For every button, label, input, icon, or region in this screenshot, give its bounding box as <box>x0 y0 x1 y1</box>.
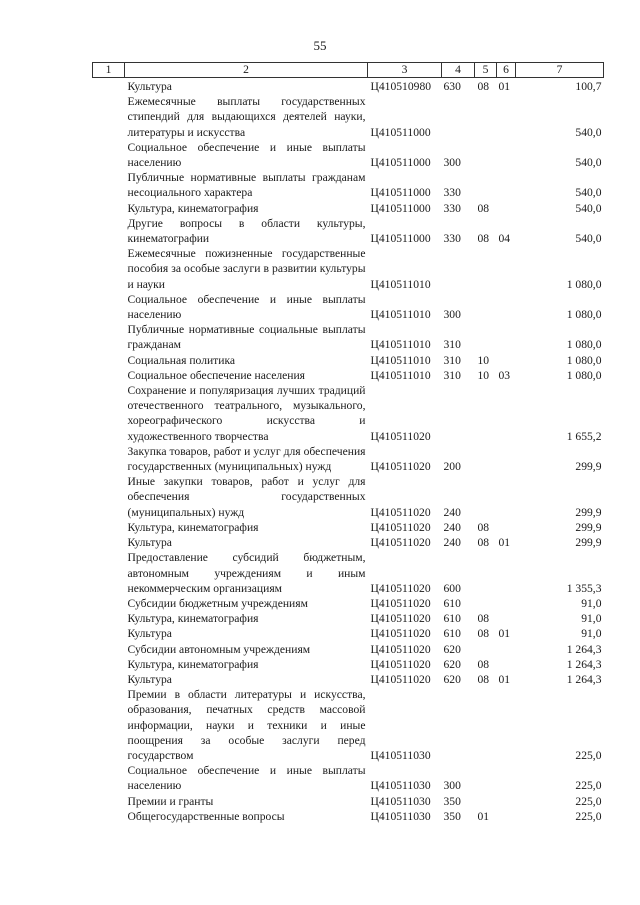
table-row <box>93 383 604 444</box>
table-row <box>93 78 604 95</box>
row-expense-type-cell: 330 <box>443 232 461 246</box>
row-amount-cell: 540,0 <box>575 201 602 215</box>
row-subsection-cell <box>497 611 516 626</box>
row-empty-cell <box>93 657 125 672</box>
row-section-cell <box>475 794 497 809</box>
row-expense-type-cell: 620 <box>443 657 461 671</box>
row-expense-type-cell <box>442 383 475 444</box>
row-expense-type-cell: 300 <box>443 779 461 793</box>
row-section-cell <box>475 763 497 793</box>
row-name-cell: Социальное обеспечение населения <box>127 368 306 382</box>
row-expense-type-cell <box>442 687 475 763</box>
table-row <box>93 611 604 626</box>
header-col-7: 7 <box>516 63 604 78</box>
row-expense-type-cell: 350 <box>443 809 461 823</box>
row-code-cell: Ц410511010 <box>370 368 431 382</box>
row-section-cell <box>475 444 497 474</box>
table-body <box>93 78 604 824</box>
row-empty-cell <box>93 444 125 474</box>
table-row <box>93 520 604 535</box>
row-subsection-cell <box>497 444 516 474</box>
row-subsection-cell <box>497 292 516 322</box>
row-empty-cell <box>93 550 125 596</box>
row-name-cell: Субсидии бюджетным учреждениям <box>127 596 308 610</box>
table-row <box>93 687 604 763</box>
row-subsection-cell <box>497 170 516 200</box>
table-row <box>93 672 604 687</box>
row-code-cell: Ц410511030 <box>370 748 431 762</box>
table-row <box>93 201 604 216</box>
row-name-cell: Публичные нормативные выплаты гражданам несоциального характера <box>127 171 366 200</box>
row-code-cell: Ц410511020 <box>370 429 431 443</box>
row-code-cell: Ц410511020 <box>370 642 431 656</box>
row-name-cell: Закупка товаров, работ и услуг для обеспечения государственных (муниципальных) нужд <box>127 444 366 474</box>
row-section-cell: 08 <box>477 232 490 246</box>
row-section-cell <box>475 140 497 170</box>
row-section-cell: 08 <box>477 672 490 686</box>
table-row <box>93 368 604 383</box>
row-empty-cell <box>93 353 125 368</box>
row-code-cell: Ц410511000 <box>370 156 431 170</box>
header-col-5: 5 <box>475 63 497 78</box>
row-code-cell: Ц410511020 <box>370 672 431 686</box>
row-expense-type-cell: 330 <box>443 201 461 215</box>
row-subsection-cell: 04 <box>498 232 511 246</box>
row-code-cell: Ц410511020 <box>370 460 431 474</box>
row-name-cell: Культура <box>127 80 172 93</box>
row-section-cell <box>475 550 497 596</box>
row-section-cell <box>475 383 497 444</box>
row-section-cell: 01 <box>477 809 490 823</box>
header-col-4: 4 <box>442 63 475 78</box>
row-code-cell: Ц410511000 <box>370 232 431 246</box>
row-section-cell <box>475 292 497 322</box>
row-code-cell: Ц410511020 <box>370 536 431 550</box>
row-name-cell: Сохранение и популяризация лучших традиций отечественного театрального, музыкального, хореографического искусства и художественного творчества <box>127 384 366 443</box>
row-subsection-cell <box>497 550 516 596</box>
row-subsection-cell <box>497 246 516 292</box>
row-empty-cell <box>93 140 125 170</box>
row-subsection-cell: 01 <box>498 80 511 93</box>
row-subsection-cell <box>497 794 516 809</box>
header-col-2: 2 <box>125 63 368 78</box>
row-amount-cell: 1 264,3 <box>566 657 602 671</box>
row-amount-cell: 225,0 <box>575 794 602 808</box>
row-empty-cell <box>93 535 125 550</box>
row-code-cell: Ц410511000 <box>370 125 431 139</box>
row-subsection-cell: 01 <box>498 627 511 641</box>
table-row <box>93 353 604 368</box>
row-name-cell: Ежемесячные выплаты государственных стипендий для выдающихся деятелей науки, литературы и искусства <box>127 95 366 139</box>
row-subsection-cell <box>497 596 516 611</box>
row-section-cell <box>475 642 497 657</box>
table-row <box>93 474 604 520</box>
row-expense-type-cell: 620 <box>443 672 461 686</box>
row-name-cell: Публичные нормативные социальные выплаты гражданам <box>127 323 366 352</box>
row-expense-type-cell: 350 <box>443 794 461 808</box>
row-name-cell: Субсидии автономным учреждениям <box>127 642 311 656</box>
row-code-cell: Ц410511030 <box>370 794 431 808</box>
table-row <box>93 626 604 641</box>
table-row <box>93 444 604 474</box>
row-name-cell: Социальное обеспечение и иные выплаты населению <box>127 140 366 170</box>
table-row <box>93 809 604 824</box>
row-name-cell: Социальная политика <box>127 353 236 367</box>
row-subsection-cell <box>497 201 516 216</box>
row-code-cell: Ц410511020 <box>370 596 431 610</box>
row-empty-cell <box>93 763 125 793</box>
row-section-cell <box>475 94 497 140</box>
row-name-cell: Другие вопросы в области культуры, кинематографии <box>127 216 366 246</box>
row-section-cell <box>475 687 497 763</box>
row-code-cell: Ц410511010 <box>370 308 431 322</box>
row-section-cell: 08 <box>477 627 490 641</box>
table-row <box>93 535 604 550</box>
table-row <box>93 642 604 657</box>
row-amount-cell: 100,7 <box>575 80 602 93</box>
row-expense-type-cell <box>442 246 475 292</box>
row-amount-cell: 1 655,2 <box>566 429 602 443</box>
row-code-cell: Ц410511010 <box>370 338 431 352</box>
row-name-cell: Культура, кинематография <box>127 201 259 215</box>
row-amount-cell: 299,9 <box>575 536 602 550</box>
table-header-row <box>93 63 604 78</box>
row-expense-type-cell: 300 <box>443 308 461 322</box>
row-empty-cell <box>93 794 125 809</box>
row-name-cell: Культура, кинематография <box>127 520 259 534</box>
row-expense-type-cell: 310 <box>443 353 461 367</box>
table-row <box>93 246 604 292</box>
row-expense-type-cell: 240 <box>443 536 461 550</box>
row-code-cell: Ц410511020 <box>370 627 431 641</box>
row-section-cell: 10 <box>477 353 490 367</box>
row-section-cell <box>475 170 497 200</box>
row-subsection-cell: 01 <box>498 672 511 686</box>
row-subsection-cell <box>497 383 516 444</box>
row-expense-type-cell: 610 <box>443 596 461 610</box>
row-amount-cell: 540,0 <box>575 186 602 200</box>
row-section-cell: 08 <box>477 201 490 215</box>
row-subsection-cell <box>497 140 516 170</box>
row-subsection-cell <box>497 642 516 657</box>
row-empty-cell <box>93 672 125 687</box>
row-name-cell: Премии и гранты <box>127 794 214 808</box>
table-row <box>93 94 604 140</box>
table-row <box>93 657 604 672</box>
row-empty-cell <box>93 474 125 520</box>
row-expense-type-cell: 600 <box>443 581 461 595</box>
row-empty-cell <box>93 611 125 626</box>
row-empty-cell <box>93 642 125 657</box>
row-subsection-cell <box>497 657 516 672</box>
row-empty-cell <box>93 626 125 641</box>
row-name-cell: Социальное обеспечение и иные выплаты населению <box>127 292 366 322</box>
row-name-cell: Общегосударственные вопросы <box>127 809 285 823</box>
row-expense-type-cell: 610 <box>443 627 461 641</box>
row-amount-cell: 1 080,0 <box>566 368 602 382</box>
row-amount-cell: 1 355,3 <box>566 581 602 595</box>
row-empty-cell <box>93 322 125 352</box>
row-expense-type-cell: 200 <box>443 460 461 474</box>
row-subsection-cell <box>497 353 516 368</box>
row-amount-cell: 225,0 <box>575 748 602 762</box>
row-amount-cell: 225,0 <box>575 809 602 823</box>
row-amount-cell: 1 264,3 <box>566 642 602 656</box>
row-empty-cell <box>93 520 125 535</box>
table-row <box>93 216 604 246</box>
row-subsection-cell <box>497 809 516 824</box>
row-section-cell: 08 <box>477 657 490 671</box>
row-section-cell: 08 <box>477 520 490 534</box>
row-amount-cell: 1 080,0 <box>566 353 602 367</box>
row-expense-type-cell: 620 <box>443 642 461 656</box>
row-empty-cell <box>93 292 125 322</box>
row-section-cell: 08 <box>477 612 490 626</box>
row-name-cell: Предоставление субсидий бюджетным, автономным учреждениям и иным некоммерческим организациям <box>127 551 366 595</box>
row-expense-type-cell: 240 <box>443 520 461 534</box>
row-code-cell: Ц410511000 <box>370 201 431 215</box>
table-row <box>93 550 604 596</box>
row-expense-type-cell <box>442 94 475 140</box>
row-name-cell: Премии в области литературы и искусства, образования, печатных средств массовой информации, науки и техники и иные поощрения за особые заслуги перед государством <box>127 688 366 762</box>
table-row <box>93 292 604 322</box>
row-code-cell: Ц410511010 <box>370 353 431 367</box>
header-col-1: 1 <box>93 63 125 78</box>
row-amount-cell: 1 080,0 <box>566 308 602 322</box>
row-expense-type-cell: 300 <box>443 156 461 170</box>
row-name-cell: Социальное обеспечение и иные выплаты населению <box>127 764 366 793</box>
row-empty-cell <box>93 216 125 246</box>
row-name-cell: Культура <box>127 672 172 686</box>
row-amount-cell: 299,9 <box>575 520 602 534</box>
row-section-cell: 08 <box>477 80 490 93</box>
row-amount-cell: 91,0 <box>581 596 602 610</box>
table-row <box>93 140 604 170</box>
row-subsection-cell <box>497 474 516 520</box>
row-empty-cell <box>93 246 125 292</box>
row-name-cell: Иные закупки товаров, работ и услуг для обеспечения государственных (муниципальных) нужд <box>127 475 366 519</box>
row-code-cell: Ц410511020 <box>370 520 431 534</box>
row-amount-cell: 225,0 <box>575 779 602 793</box>
row-name-cell: Ежемесячные пожизненные государственные пособия за особые заслуги в развитии культуры и науки <box>127 247 366 291</box>
row-subsection-cell: 01 <box>498 536 511 550</box>
row-section-cell <box>475 474 497 520</box>
row-empty-cell <box>93 170 125 200</box>
row-empty-cell <box>93 809 125 824</box>
table-row <box>93 763 604 793</box>
row-amount-cell: 91,0 <box>581 612 602 626</box>
row-code-cell: Ц410511030 <box>370 809 431 823</box>
row-code-cell: Ц410511020 <box>370 581 431 595</box>
row-subsection-cell <box>497 687 516 763</box>
row-amount-cell: 1 080,0 <box>566 338 602 352</box>
row-code-cell: Ц410511030 <box>370 779 431 793</box>
row-empty-cell <box>93 383 125 444</box>
row-section-cell: 10 <box>477 368 490 382</box>
row-expense-type-cell: 610 <box>443 612 461 626</box>
row-amount-cell: 540,0 <box>575 156 602 170</box>
row-subsection-cell <box>497 763 516 793</box>
row-name-cell: Культура <box>127 627 172 641</box>
row-code-cell: Ц410511010 <box>370 277 431 291</box>
row-empty-cell <box>93 596 125 611</box>
table-row <box>93 794 604 809</box>
row-section-cell <box>475 596 497 611</box>
row-subsection-cell: 03 <box>498 368 511 382</box>
row-name-cell: Культура <box>127 536 172 550</box>
row-empty-cell <box>93 368 125 383</box>
row-amount-cell: 540,0 <box>575 232 602 246</box>
row-expense-type-cell: 310 <box>443 368 461 382</box>
budget-table <box>92 62 604 824</box>
row-section-cell: 08 <box>477 536 490 550</box>
header-col-6: 6 <box>497 63 516 78</box>
row-code-cell: Ц410511020 <box>370 612 431 626</box>
row-name-cell: Культура, кинематография <box>127 612 259 626</box>
row-amount-cell: 1 080,0 <box>566 277 602 291</box>
row-expense-type-cell: 330 <box>443 186 461 200</box>
row-section-cell <box>475 322 497 352</box>
row-empty-cell <box>93 201 125 216</box>
row-subsection-cell <box>497 94 516 140</box>
row-amount-cell: 1 264,3 <box>566 672 602 686</box>
row-amount-cell: 91,0 <box>581 627 602 641</box>
row-empty-cell <box>93 687 125 763</box>
row-code-cell: Ц410511020 <box>370 505 431 519</box>
row-amount-cell: 299,9 <box>575 505 602 519</box>
row-expense-type-cell: 240 <box>443 505 461 519</box>
row-subsection-cell <box>497 322 516 352</box>
row-empty-cell <box>93 94 125 140</box>
table-row <box>93 596 604 611</box>
table-row <box>93 170 604 200</box>
row-section-cell <box>475 246 497 292</box>
row-code-cell: Ц410510980 <box>370 80 432 93</box>
row-expense-type-cell: 630 <box>443 80 461 93</box>
row-subsection-cell <box>497 520 516 535</box>
table-row <box>93 322 604 352</box>
row-amount-cell: 299,9 <box>575 460 602 474</box>
row-code-cell: Ц410511000 <box>370 186 431 200</box>
header-col-3: 3 <box>368 63 442 78</box>
row-name-cell: Культура, кинематография <box>127 657 259 671</box>
row-expense-type-cell: 310 <box>443 338 461 352</box>
row-code-cell: Ц410511020 <box>370 657 431 671</box>
row-empty-cell <box>93 78 125 95</box>
page-number: 55 <box>313 38 327 53</box>
row-amount-cell: 540,0 <box>575 125 602 139</box>
